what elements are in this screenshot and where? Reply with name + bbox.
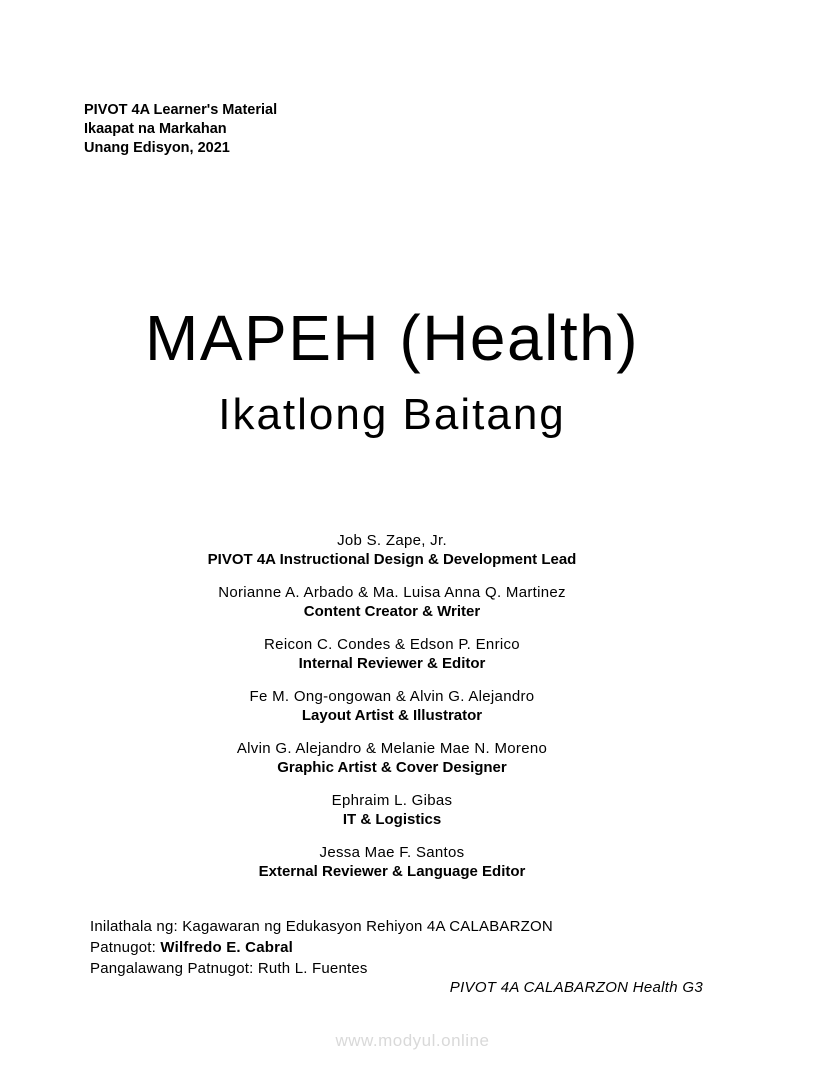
edition-header-line-material: PIVOT 4A Learner's Material xyxy=(84,102,278,118)
page-subtitle: Ikatlong Baitang xyxy=(218,390,566,439)
credit-group xyxy=(0,531,784,569)
edition-header xyxy=(84,101,277,158)
edition-header-line-quarter: Ikaapat na Markahan xyxy=(84,121,227,137)
credit-group xyxy=(0,583,784,621)
publisher-block xyxy=(90,916,553,979)
credit-group xyxy=(0,843,784,881)
credit-role: Internal Reviewer & Editor xyxy=(298,655,486,672)
credit-role: Content Creator & Writer xyxy=(303,603,481,620)
credit-group xyxy=(0,635,784,673)
credit-names: Reicon C. Condes & Edson P. Enrico xyxy=(264,636,520,653)
watermark: www.modyul.online xyxy=(335,1031,490,1050)
credit-names: Jessa Mae F. Santos xyxy=(319,844,465,861)
credit-names: Norianne A. Arbado & Ma. Luisa Anna Q. Martinez xyxy=(218,584,566,601)
credit-names: Alvin G. Alejandro & Melanie Mae N. Moreno xyxy=(236,740,548,757)
credit-names: Ephraim L. Gibas xyxy=(331,792,453,809)
deputy-editor-line: Pangalawang Patnugot: Ruth L. Fuentes xyxy=(90,960,368,977)
credit-names: Job S. Zape, Jr. xyxy=(337,532,447,549)
footer-tagline: PIVOT 4A CALABARZON Health G3 xyxy=(449,979,703,996)
credit-role: Graphic Artist & Cover Designer xyxy=(277,759,507,776)
credit-group xyxy=(0,791,784,829)
credit-names: Fe M. Ong-ongowan & Alvin G. Alejandro xyxy=(249,688,535,705)
published-by-line: Inilathala ng: Kagawaran ng Edukasyon Rehiyon 4A CALABARZON xyxy=(90,918,553,935)
credit-role: IT & Logistics xyxy=(342,811,442,828)
credit-role: Layout Artist & Illustrator xyxy=(301,707,483,724)
edition-header-line-edition: Unang Edisyon, 2021 xyxy=(84,140,230,156)
credit-role: PIVOT 4A Instructional Design & Development Lead xyxy=(207,551,577,568)
editor-name: Wilfredo E. Cabral xyxy=(160,939,294,956)
credit-role: External Reviewer & Language Editor xyxy=(258,863,526,880)
editor-line xyxy=(90,937,553,958)
credit-group xyxy=(0,687,784,725)
credits-list xyxy=(0,531,784,895)
editor-label: Patnugot: xyxy=(90,939,161,956)
credit-group xyxy=(0,739,784,777)
page-title: MAPEH (Health) xyxy=(145,302,639,374)
